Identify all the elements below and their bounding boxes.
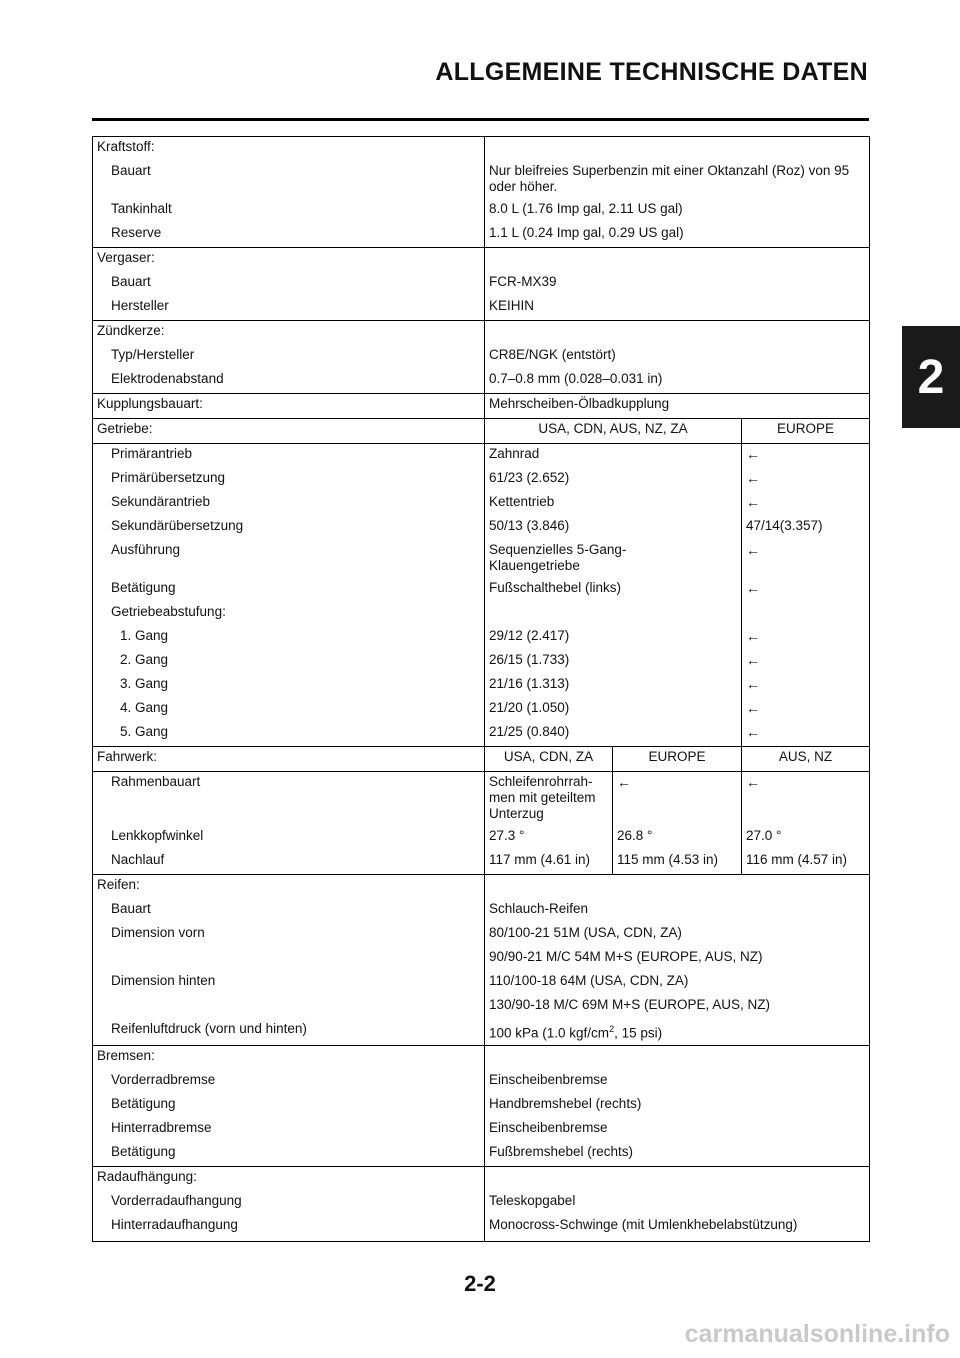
section-heading-tires: Reifen:: [93, 875, 485, 900]
spec-label: 3. Gang: [93, 674, 485, 698]
gear-row: [93, 650, 870, 674]
spec-label: Sekundärübersetzung: [93, 516, 485, 540]
spec-value: Schlauch-Reifen: [485, 899, 870, 923]
spec-label: Bauart: [93, 899, 485, 923]
same-as-left-arrow: ←: [742, 578, 870, 602]
same-as-left-arrow: ←: [742, 492, 870, 516]
spec-label: Elektrodenabstand: [93, 369, 485, 394]
spec-value: 50/13 (3.846): [485, 516, 742, 540]
gear-row: [93, 674, 870, 698]
spec-value: Kettentrieb: [485, 492, 742, 516]
spec-label: Tankinhalt: [93, 199, 485, 223]
column-header: AUS, NZ: [742, 747, 870, 772]
spec-row: [93, 296, 870, 321]
page-number: 2-2: [464, 1271, 496, 1296]
spec-label: Ausführung: [93, 540, 485, 578]
spec-label: 5. Gang: [93, 722, 485, 747]
spec-label: Dimension hinten: [93, 971, 485, 995]
brakes-heading-row: [93, 1045, 870, 1070]
spec-value: 21/25 (0.840): [485, 722, 742, 747]
column-header: EUROPE: [742, 419, 870, 444]
spec-value: Teleskopgabel: [485, 1191, 870, 1215]
section-heading-suspension: Radaufhängung:: [93, 1166, 485, 1191]
spec-label: Bauart: [93, 272, 485, 296]
spec-label: Vorderradaufhangung: [93, 1191, 485, 1215]
spec-row: [93, 995, 870, 1019]
spec-label: Primärantrieb: [93, 444, 485, 469]
spec-value: 90/90-21 M/C 54M M+S (EUROPE, AUS, NZ): [485, 947, 870, 971]
spec-value: [485, 1019, 870, 1045]
spec-label: Betätigung: [93, 1142, 485, 1167]
spec-row: [93, 223, 870, 248]
spec-label: Reifenluftdruck (vorn und hinten): [93, 1019, 485, 1045]
suspension-heading-row: [93, 1166, 870, 1191]
spec-label: Reserve: [93, 223, 485, 248]
same-as-left-arrow: ←: [742, 626, 870, 650]
spec-row: [93, 1118, 870, 1142]
section-heading-spark-plug: Zündkerze:: [93, 321, 485, 346]
spec-label: Hersteller: [93, 296, 485, 321]
spec-label: Hinterradaufhangung: [93, 1215, 485, 1242]
spec-row: [93, 971, 870, 995]
spec-label: Typ/Hersteller: [93, 345, 485, 369]
spec-row: [93, 444, 870, 469]
spec-row: [93, 923, 870, 947]
same-as-left-arrow: ←: [742, 468, 870, 492]
same-as-left-arrow: ←: [742, 540, 870, 578]
spec-value: 1.1 L (0.24 Imp gal, 0.29 US gal): [485, 223, 870, 248]
spec-row: [93, 1019, 870, 1045]
spec-value: 110/100-18 64M (USA, CDN, ZA): [485, 971, 870, 995]
spec-value: Sequenzielles 5-Gang-Klauengetriebe: [485, 540, 742, 578]
spec-value: 26/15 (1.733): [485, 650, 742, 674]
spec-label: Hinterradbremse: [93, 1118, 485, 1142]
spec-value: 8.0 L (1.76 Imp gal, 2.11 US gal): [485, 199, 870, 223]
chapter-tab: 2: [902, 326, 960, 428]
spec-value: 27.3 °: [485, 826, 613, 850]
same-as-left-arrow: ←: [742, 698, 870, 722]
chassis-heading-row: [93, 747, 870, 772]
spec-row: [93, 899, 870, 923]
transmission-heading-row: [93, 419, 870, 444]
spec-value: Monocross-Schwinge (mit Umlenkhebelabstützung): [485, 1215, 870, 1242]
same-as-left-arrow: ←: [742, 722, 870, 747]
spec-row: [93, 1070, 870, 1094]
pressure-value-part: 100 kPa (1.0 kgf/cm: [489, 1025, 610, 1041]
spec-value: 116 mm (4.57 in): [742, 850, 870, 875]
section-heading-chassis: Fahrwerk:: [93, 747, 485, 772]
spec-row: [93, 272, 870, 296]
spec-value: 26.8 °: [613, 826, 742, 850]
spec-label: Dimension vorn: [93, 923, 485, 947]
gear-row: [93, 626, 870, 650]
spec-value: 21/16 (1.313): [485, 674, 742, 698]
spec-value: Handbremshebel (rechts): [485, 1094, 870, 1118]
spec-row: [93, 772, 870, 827]
spec-row: [93, 578, 870, 602]
spec-row: [93, 602, 870, 626]
spec-label: Primärübersetzung: [93, 468, 485, 492]
column-header: USA, CDN, AUS, NZ, ZA: [485, 419, 742, 444]
section-heading-clutch: Kupplungsbauart:: [93, 394, 485, 419]
gear-row: [93, 698, 870, 722]
spec-row: [93, 345, 870, 369]
spark-plug-heading-row: [93, 321, 870, 346]
spec-value: 21/20 (1.050): [485, 698, 742, 722]
spec-table: [92, 136, 870, 1242]
column-header: EUROPE: [613, 747, 742, 772]
same-as-left-arrow: ←: [742, 772, 870, 827]
spec-value: KEIHIN: [485, 296, 870, 321]
same-as-left-arrow: ←: [742, 444, 870, 469]
spec-row: [93, 826, 870, 850]
spec-row: [93, 516, 870, 540]
gear-row: [93, 722, 870, 747]
spec-value: 0.7–0.8 mm (0.028–0.031 in): [485, 369, 870, 394]
spec-value: 29/12 (2.417): [485, 626, 742, 650]
spec-label: Betätigung: [93, 1094, 485, 1118]
spec-value: Einscheibenbremse: [485, 1118, 870, 1142]
same-as-left-arrow: ←: [613, 772, 742, 827]
spec-value: 27.0 °: [742, 826, 870, 850]
spec-value: 80/100-21 51M (USA, CDN, ZA): [485, 923, 870, 947]
spec-label: 1. Gang: [93, 626, 485, 650]
spec-row: [93, 1191, 870, 1215]
superscript: 2: [609, 1024, 615, 1034]
fuel-heading-row: [93, 137, 870, 162]
spec-value: CR8E/NGK (entstört): [485, 345, 870, 369]
spec-value: 115 mm (4.53 in): [613, 850, 742, 875]
column-header: USA, CDN, ZA: [485, 747, 613, 772]
spec-row: [93, 369, 870, 394]
spec-row: [93, 492, 870, 516]
spec-label: Rahmenbauart: [93, 772, 485, 827]
spec-label: Lenkkopfwinkel: [93, 826, 485, 850]
spec-row: [93, 947, 870, 971]
clutch-row: [93, 394, 870, 419]
spec-value: Zahnrad: [485, 444, 742, 469]
section-heading-fuel: Kraftstoff:: [93, 137, 485, 162]
spec-label: 4. Gang: [93, 698, 485, 722]
spec-row: [93, 468, 870, 492]
spec-row: [93, 199, 870, 223]
spec-value: 61/23 (2.652): [485, 468, 742, 492]
spec-label: Getriebeabstufung:: [93, 602, 485, 626]
spec-value: 47/14(3.357): [742, 516, 870, 540]
tires-heading-row: [93, 875, 870, 900]
spec-value: FCR-MX39: [485, 272, 870, 296]
spec-value: Nur bleifreies Superbenzin mit einer Oktanzahl (Roz) von 95 oder höher.: [485, 161, 870, 199]
spec-value: Schleifenrohrrah-men mit geteiltem Unterzug: [485, 772, 613, 827]
spec-row: [93, 1142, 870, 1167]
spec-row: [93, 1094, 870, 1118]
spec-value: 130/90-18 M/C 69M M+S (EUROPE, AUS, NZ): [485, 995, 870, 1019]
same-as-left-arrow: ←: [742, 674, 870, 698]
page-title: ALLGEMEINE TECHNISCHE DATEN: [435, 58, 868, 86]
spec-value: Fußbremshebel (rechts): [485, 1142, 870, 1167]
spec-label: Vorderradbremse: [93, 1070, 485, 1094]
spec-row: [93, 850, 870, 875]
spec-value: Fußschalthebel (links): [485, 578, 742, 602]
spec-row: [93, 1215, 870, 1242]
spec-label: Nachlauf: [93, 850, 485, 875]
spec-label: 2. Gang: [93, 650, 485, 674]
section-heading-brakes: Bremsen:: [93, 1045, 485, 1070]
section-heading-transmission: Getriebe:: [93, 419, 485, 444]
pressure-value-part: , 15 psi): [614, 1025, 663, 1041]
spec-label: Sekundärantrieb: [93, 492, 485, 516]
spec-value: Einscheibenbremse: [485, 1070, 870, 1094]
spec-row: [93, 161, 870, 199]
title-rule: [92, 118, 869, 121]
spec-value: 117 mm (4.61 in): [485, 850, 613, 875]
spec-label: Bauart: [93, 161, 485, 199]
carburetor-heading-row: [93, 248, 870, 273]
spec-label: Betätigung: [93, 578, 485, 602]
section-heading-carburetor: Vergaser:: [93, 248, 485, 273]
spec-row: [93, 540, 870, 578]
watermark: carmanualsonline.info: [684, 1320, 950, 1348]
spec-value: Mehrscheiben-Ölbadkupplung: [485, 394, 870, 419]
same-as-left-arrow: ←: [742, 650, 870, 674]
